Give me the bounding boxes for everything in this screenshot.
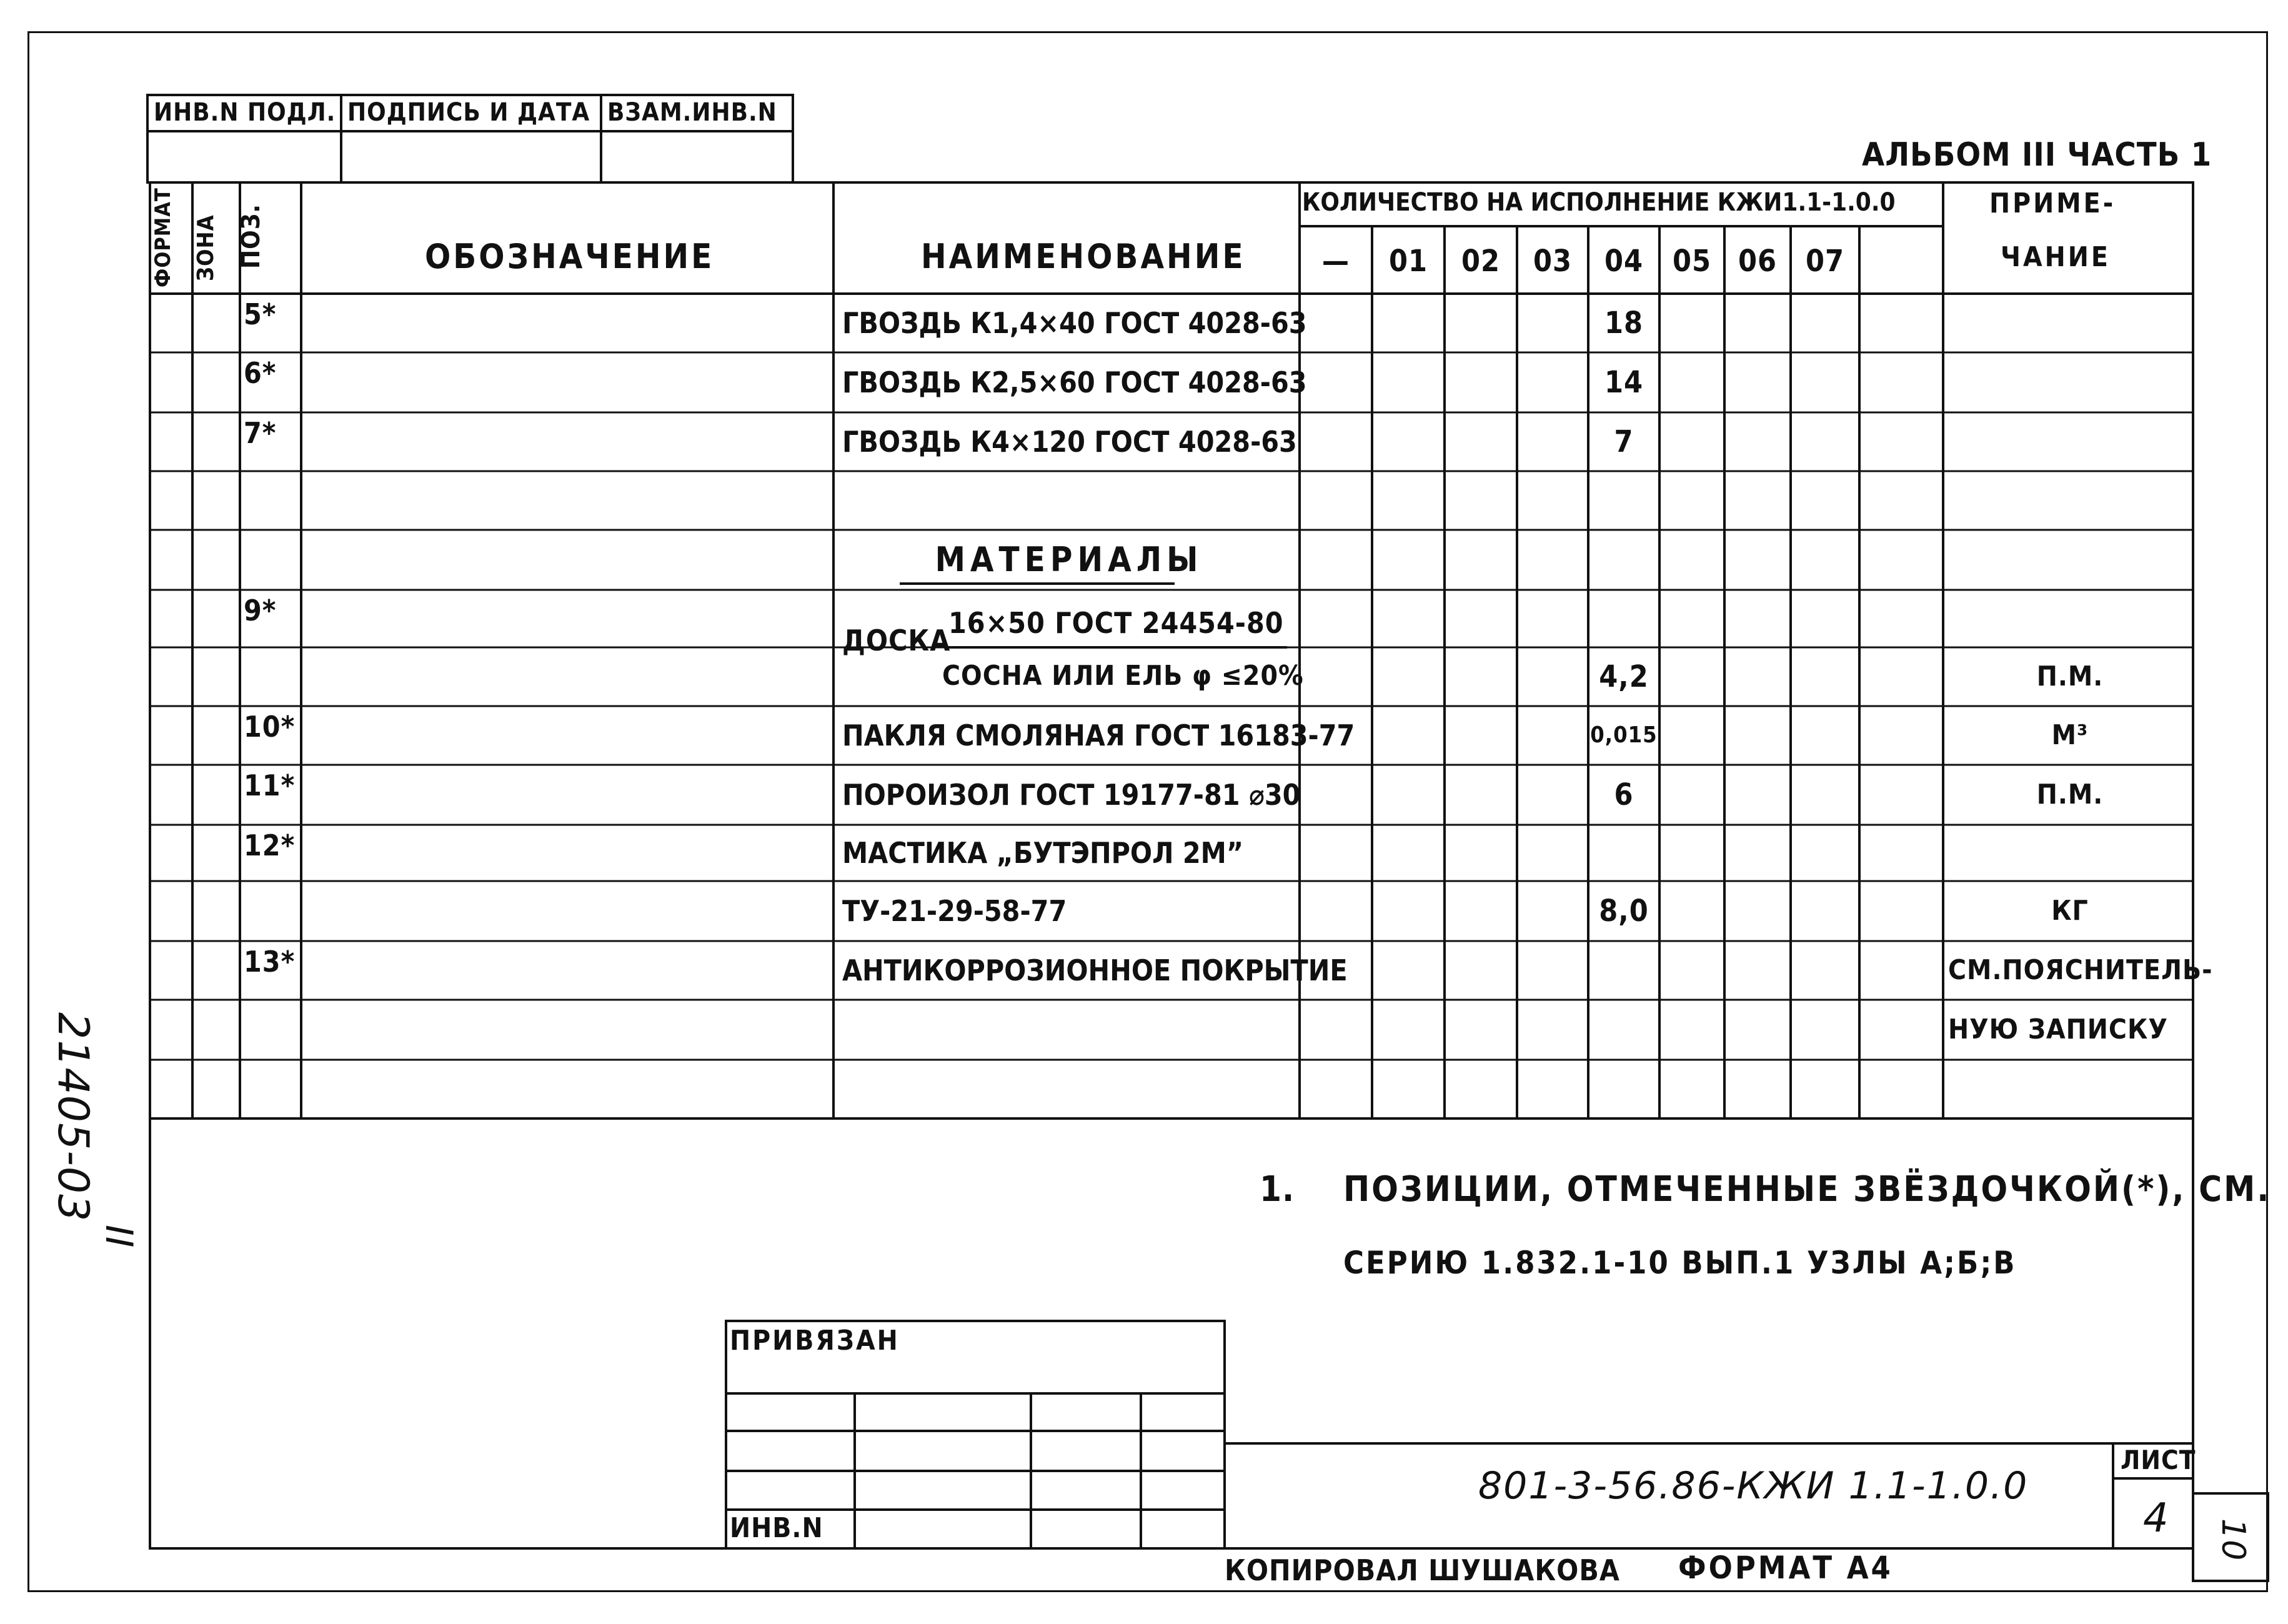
cell-note: П.М. [2036,660,2104,692]
cell-pos: 5* [244,297,277,331]
materials-heading: МАТЕРИАЛЫ [935,540,1203,579]
note-line-1: ПОЗИЦИИ, ОТМЕЧЕННЫЕ ЗВЁЗДОЧКОЙ(*), СМ. [1343,1169,2271,1210]
cell-qty-04: 0,015 [1590,722,1658,748]
variant-header: 07 [1805,244,1845,279]
cell-name: ГВОЗДЬ К2,5×60 ГОСТ 4028-63 [842,366,1307,399]
cell-note: СМ.ПОЯСНИТЕЛЬ- [1948,954,2213,986]
cell-note: П.М. [2036,779,2104,810]
privyazan-label: ПРИВЯЗАН [730,1325,900,1357]
cell-name: ТУ-21-29-58-77 [842,894,1067,928]
header-format: ФОРМАТ [151,187,176,287]
cell-note: НУЮ ЗАПИСКУ [1948,1014,2168,1045]
stamp-signature-date: ПОДПИСЬ И ДАТА [347,98,590,127]
inv-n-label: ИНВ.N [730,1512,823,1544]
copied-by: КОПИРОВАЛ ШУШАКОВА [1225,1553,1620,1587]
side-mark: II [97,1225,141,1248]
variant-header: 05 [1672,244,1712,279]
format-label: ФОРМАТ А4 [1678,1550,1893,1586]
header-note-2: ЧАНИЕ [2001,241,2111,273]
stamp-vzam-inv: ВЗАМ.ИНВ.N [607,98,777,127]
cell-pos: 10* [244,710,296,744]
variant-header: 06 [1738,244,1778,279]
variant-header: 04 [1604,244,1644,279]
cell-name: АНТИКОРРОЗИОННОЕ ПОКРЫТИЕ [842,954,1348,987]
variant-header: 01 [1388,244,1428,279]
header-name: НАИМЕНОВАНИЕ [921,237,1246,276]
cell-qty-04: 7 [1614,424,1634,459]
cell-name: ПАКЛЯ СМОЛЯНАЯ ГОСТ 16183-77 [842,719,1355,752]
sheet-label: ЛИСТ [2121,1445,2196,1475]
variant-header: 02 [1461,244,1501,279]
cell-note: М³ [2051,719,2089,751]
header-quantity: КОЛИЧЕСТВО НА ИСПОЛНЕНИЕ КЖИ1.1-1.0.0 [1302,188,1896,217]
document-code: 801-3-56.86-КЖИ 1.1-1.0.0 [1478,1464,2029,1508]
cell-name: МАСТИКА „БУТЭПРОЛ 2М” [842,836,1244,870]
cell-qty-04: 4,2 [1599,659,1649,694]
variant-header: — [1321,244,1350,279]
cell-name: ГВОЗДЬ К4×120 ГОСТ 4028-63 [842,425,1297,459]
cell-pos: 13* [244,945,296,979]
cell-qty-04: 18 [1604,306,1644,341]
note-number: 1. [1260,1169,1295,1210]
corner-number: 10 [2214,1518,2252,1562]
cell-name: ПОРОИЗОЛ ГОСТ 19177-81 ⌀30 [842,778,1301,812]
cell-pos: 7* [244,416,277,450]
cell-qty-04: 6 [1614,777,1634,812]
header-pos: ПОЗ. [237,204,266,269]
stamp-inv-podl: ИНВ.N ПОДЛ. [154,98,336,127]
cell-pos: 11* [244,769,296,802]
note-line-2: СЕРИЮ 1.832.1-10 ВЫП.1 УЗЛЫ А;Б;В [1343,1245,2017,1281]
cell-pos: 9* [244,594,277,627]
board-bottom: СОСНА ИЛИ ЕЛЬ φ ≤20% [942,660,1304,692]
cell-qty-04: 8,0 [1599,894,1649,929]
cell-note: КГ [2051,895,2089,927]
sheet-number: 4 [2143,1495,2169,1542]
cell-name: ГВОЗДЬ К1,4×40 ГОСТ 4028-63 [842,306,1307,340]
variant-header: 03 [1533,244,1573,279]
header-zone: ЗОНА [193,214,219,281]
header-designation: ОБОЗНАЧЕНИЕ [425,237,715,276]
cell-qty-04: 14 [1604,365,1644,400]
header-note-1: ПРИМЕ- [1989,187,2116,219]
album-label: АЛЬБОМ III ЧАСТЬ 1 [1862,136,2212,174]
cell-pos: 6* [244,356,277,390]
board-prefix: ДОСКА [842,624,951,657]
cell-pos: 12* [244,829,296,862]
side-number: 21405-03 [48,1012,97,1222]
board-top: 16×50 ГОСТ 24454-80 [948,606,1284,640]
